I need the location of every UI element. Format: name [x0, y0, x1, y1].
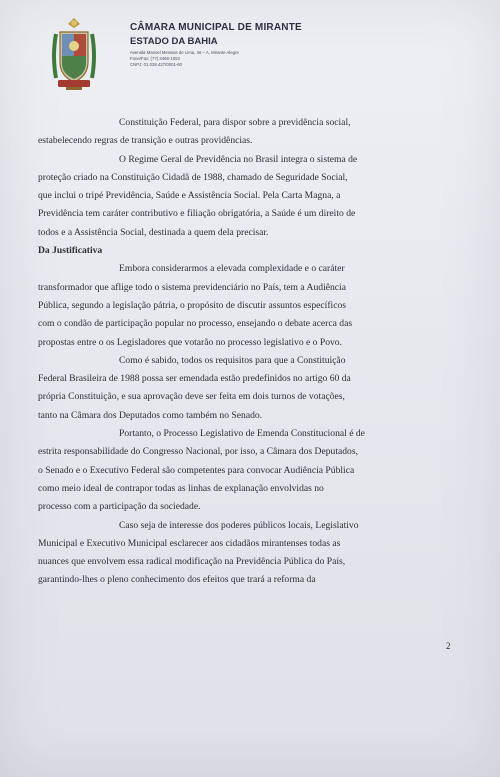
text-line: própria Constituição, e sua aprovação deve ser feita em dois turnos de votações,	[38, 391, 345, 403]
text-line: Como é sabido, todos os requisitos para que a Constituição	[119, 354, 346, 366]
text-line: processo com a participação da sociedade.	[38, 501, 201, 513]
text-line: propostas entre o os Legisladores que votarão no processo legislativo e o Povo.	[38, 336, 343, 348]
text-line: garantindo-lhes o pleno conhecimento dos efeitos que trará a reforma da	[38, 574, 316, 586]
address-line: Avenida Manoel Messias de Lima, 46 – A, Mirante Alegre	[130, 50, 239, 55]
text-line: Constituição Federal, para dispor sobre a previdência social,	[119, 117, 351, 128]
chamber-title: CÂMARA MUNICIPAL DE MIRANTE	[130, 22, 302, 33]
text-line: Embora considerarmos a elevada complexidade e o caráter	[119, 263, 345, 275]
text-line: Portanto, o Processo Legislativo de Emenda Constitucional é de	[119, 428, 365, 440]
text-line: tanto na Câmara dos Deputados como também no Senado.	[38, 409, 263, 421]
municipal-crest-icon	[50, 16, 98, 92]
page-number: 2	[446, 641, 451, 651]
phone-line: Fone/Fax: (77) 3466-1053	[130, 56, 180, 61]
document-body	[38, 114, 438, 590]
section-heading: Da Justificativa	[38, 245, 103, 257]
text-line: todos e a Assistência Social, destinada a quem dela precisar.	[38, 226, 269, 238]
text-line: Previdência tem caráter contributivo e filiação obrigatória, a Saúde é um direito de	[38, 208, 356, 220]
state-subtitle: ESTADO DA BAHIA	[130, 36, 218, 47]
text-line: proteção criado na Constituição Cidadã de 1988, chamado de Seguridade Social,	[38, 171, 348, 183]
letterhead	[50, 16, 470, 94]
text-line: transformador que aflige todo o sistema previdenciário no País, tem a Audiência	[38, 281, 346, 293]
text-line: como meio ideal de contrapor todas as linhas de explanação envolvidas no	[38, 482, 324, 494]
text-line: com o condão de participação popular no processo, ensejando o debate acerca das	[38, 318, 353, 330]
text-line: Federal Brasileira de 1988 possa ser emendada estão predefinidos no artigo 60 da	[38, 373, 351, 385]
text-line: Pública, segundo a legislação pátria, o propósito de discutir assuntos específicos	[38, 299, 346, 311]
text-line: Caso seja de interesse dos poderes públicos locais, Legislativo	[119, 519, 359, 531]
text-line: o Senado e o Executivo Federal são competentes para convocar Audiência Pública	[38, 464, 355, 476]
text-line: nuances que envolvem essa radical modificação na Previdência Pública do País,	[38, 556, 346, 568]
text-line: estrita responsabilidade do Congresso Nacional, por isso, a Câmara dos Deputados,	[38, 446, 358, 458]
text-line: estabelecendo regras de transição e outras providências.	[38, 135, 253, 147]
cnpj-line: CNPJ: 01.028.427/0001-60	[130, 62, 183, 67]
text-line: Municipal e Executivo Municipal esclarecer aos cidadãos mirantenses todas as	[38, 537, 341, 549]
text-line: que inclui o tripé Previdência, Saúde e Assistência Social. Pela Carta Magna, a	[38, 190, 341, 202]
text-line: O Regime Geral de Previdência no Brasil integra o sistema de	[119, 153, 358, 165]
